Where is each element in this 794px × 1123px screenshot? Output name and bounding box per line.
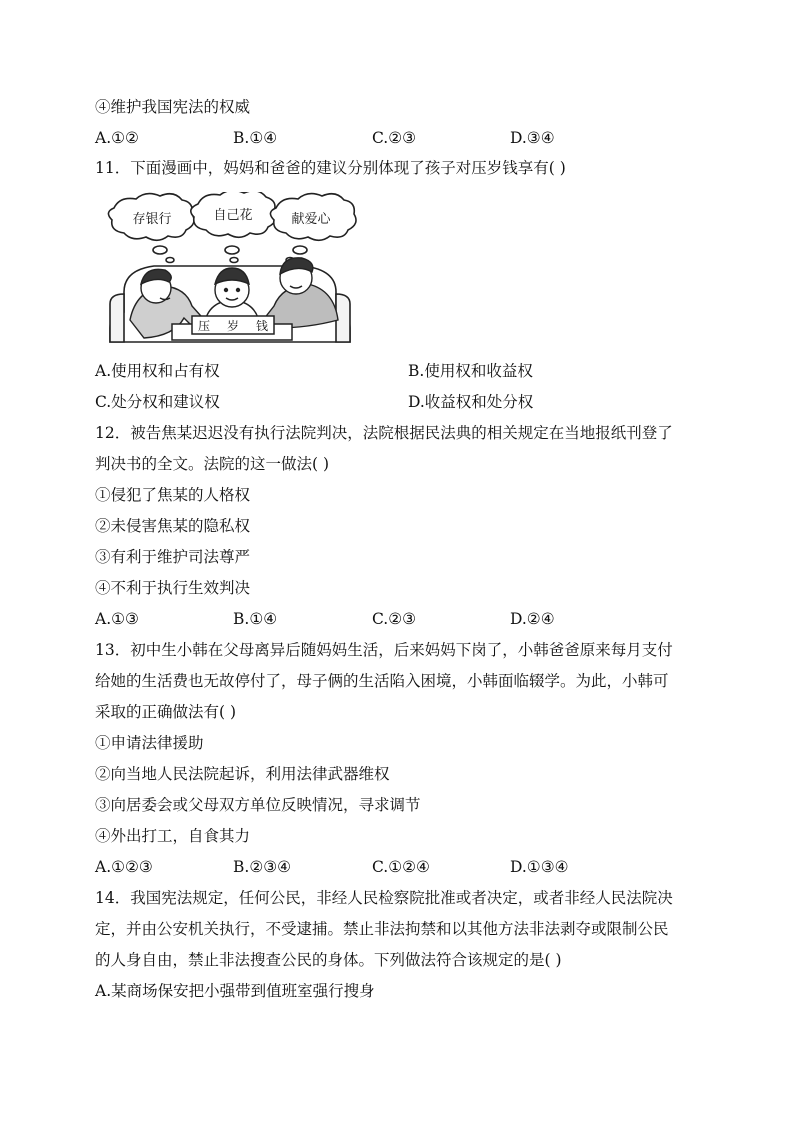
q13-stem-line-2: 给她的生活费也无故停付了，母子俩的生活陷入困境，小韩面临辍学。为此，小韩可	[95, 672, 669, 690]
q11-option-c: C.处分权和建议权	[95, 393, 220, 411]
q14-stem-line-2: 定，并由公安机关执行，不受逮捕。禁止非法拘禁和以其他方法非法剥夺或限制公民	[95, 920, 669, 938]
q14-option-a: A.某商场保安把小强带到值班室强行搜身	[95, 982, 375, 1000]
q14-stem-line-3: 的人身自由，禁止非法搜查公民的身体。下列做法符合该规定的是( )	[95, 951, 562, 969]
q12-stem-line-1: 12．被告焦某迟迟没有执行法院判决，法院根据民法典的相关规定在当地报纸刊登了	[95, 424, 673, 442]
q13-option-d: D.①③④	[510, 858, 569, 876]
q11-option-d: D.收益权和处分权	[408, 393, 534, 411]
q13-stem-line-3: 采取的正确做法有( )	[95, 703, 237, 721]
q12-option-c: C.②③	[372, 610, 417, 628]
bubble-text-right: 献爱心	[291, 212, 331, 227]
q10-option-c: C.②③	[372, 129, 417, 147]
q12-option-d: D.②④	[510, 610, 555, 628]
q12-item-3: ③有利于维护司法尊严	[95, 548, 251, 566]
q13-item-4: ④外出打工，自食其力	[95, 827, 251, 845]
q10-option-d: D.③④	[510, 129, 555, 147]
q14-stem-line-1: 14．我国宪法规定，任何公民，非经人民检察院批准或者决定，或者非经人民法院决	[95, 889, 673, 907]
q12-stem-line-2: 判决书的全文。法院的这一做法( )	[95, 455, 330, 473]
q13-stem-line-1: 13．初中生小韩在父母离异后随妈妈生活，后来妈妈下岗了，小韩爸爸原来每月支付	[95, 641, 673, 659]
q11-stem: 11．下面漫画中，妈妈和爸爸的建议分别体现了孩子对压岁钱享有( )	[95, 159, 566, 177]
q10-option-b: B.①④	[233, 129, 278, 147]
q10-item-4: ④维护我国宪法的权威	[95, 98, 251, 116]
q12-item-1: ①侵犯了焦某的人格权	[95, 486, 251, 504]
q12-option-a: A.①③	[95, 610, 139, 628]
q11-cartoon-image	[100, 192, 360, 354]
q12-option-b: B.①④	[233, 610, 278, 628]
q11-option-b: B.使用权和收益权	[408, 362, 533, 380]
q12-item-4: ④不利于执行生效判决	[95, 579, 251, 597]
q13-option-b: B.②③④	[233, 858, 292, 876]
box-char-1: 压	[197, 319, 211, 333]
q12-item-2: ②未侵害焦某的隐私权	[95, 517, 251, 535]
q10-option-a: A.①②	[95, 129, 139, 147]
box-char-3: 钱	[255, 319, 269, 333]
box-char-2: 岁	[226, 319, 240, 333]
q13-item-1: ①申请法律援助	[95, 734, 204, 752]
q13-option-c: C.①②④	[372, 858, 430, 876]
bubble-text-left: 存银行	[132, 212, 172, 227]
bubble-text-middle: 自己花	[213, 208, 253, 223]
q13-item-3: ③向居委会或父母双方单位反映情况，寻求调节	[95, 796, 421, 814]
q11-option-a: A.使用权和占有权	[95, 362, 220, 380]
q13-option-a: A.①②③	[95, 858, 153, 876]
q13-item-2: ②向当地人民法院起诉，利用法律武器维权	[95, 765, 390, 783]
